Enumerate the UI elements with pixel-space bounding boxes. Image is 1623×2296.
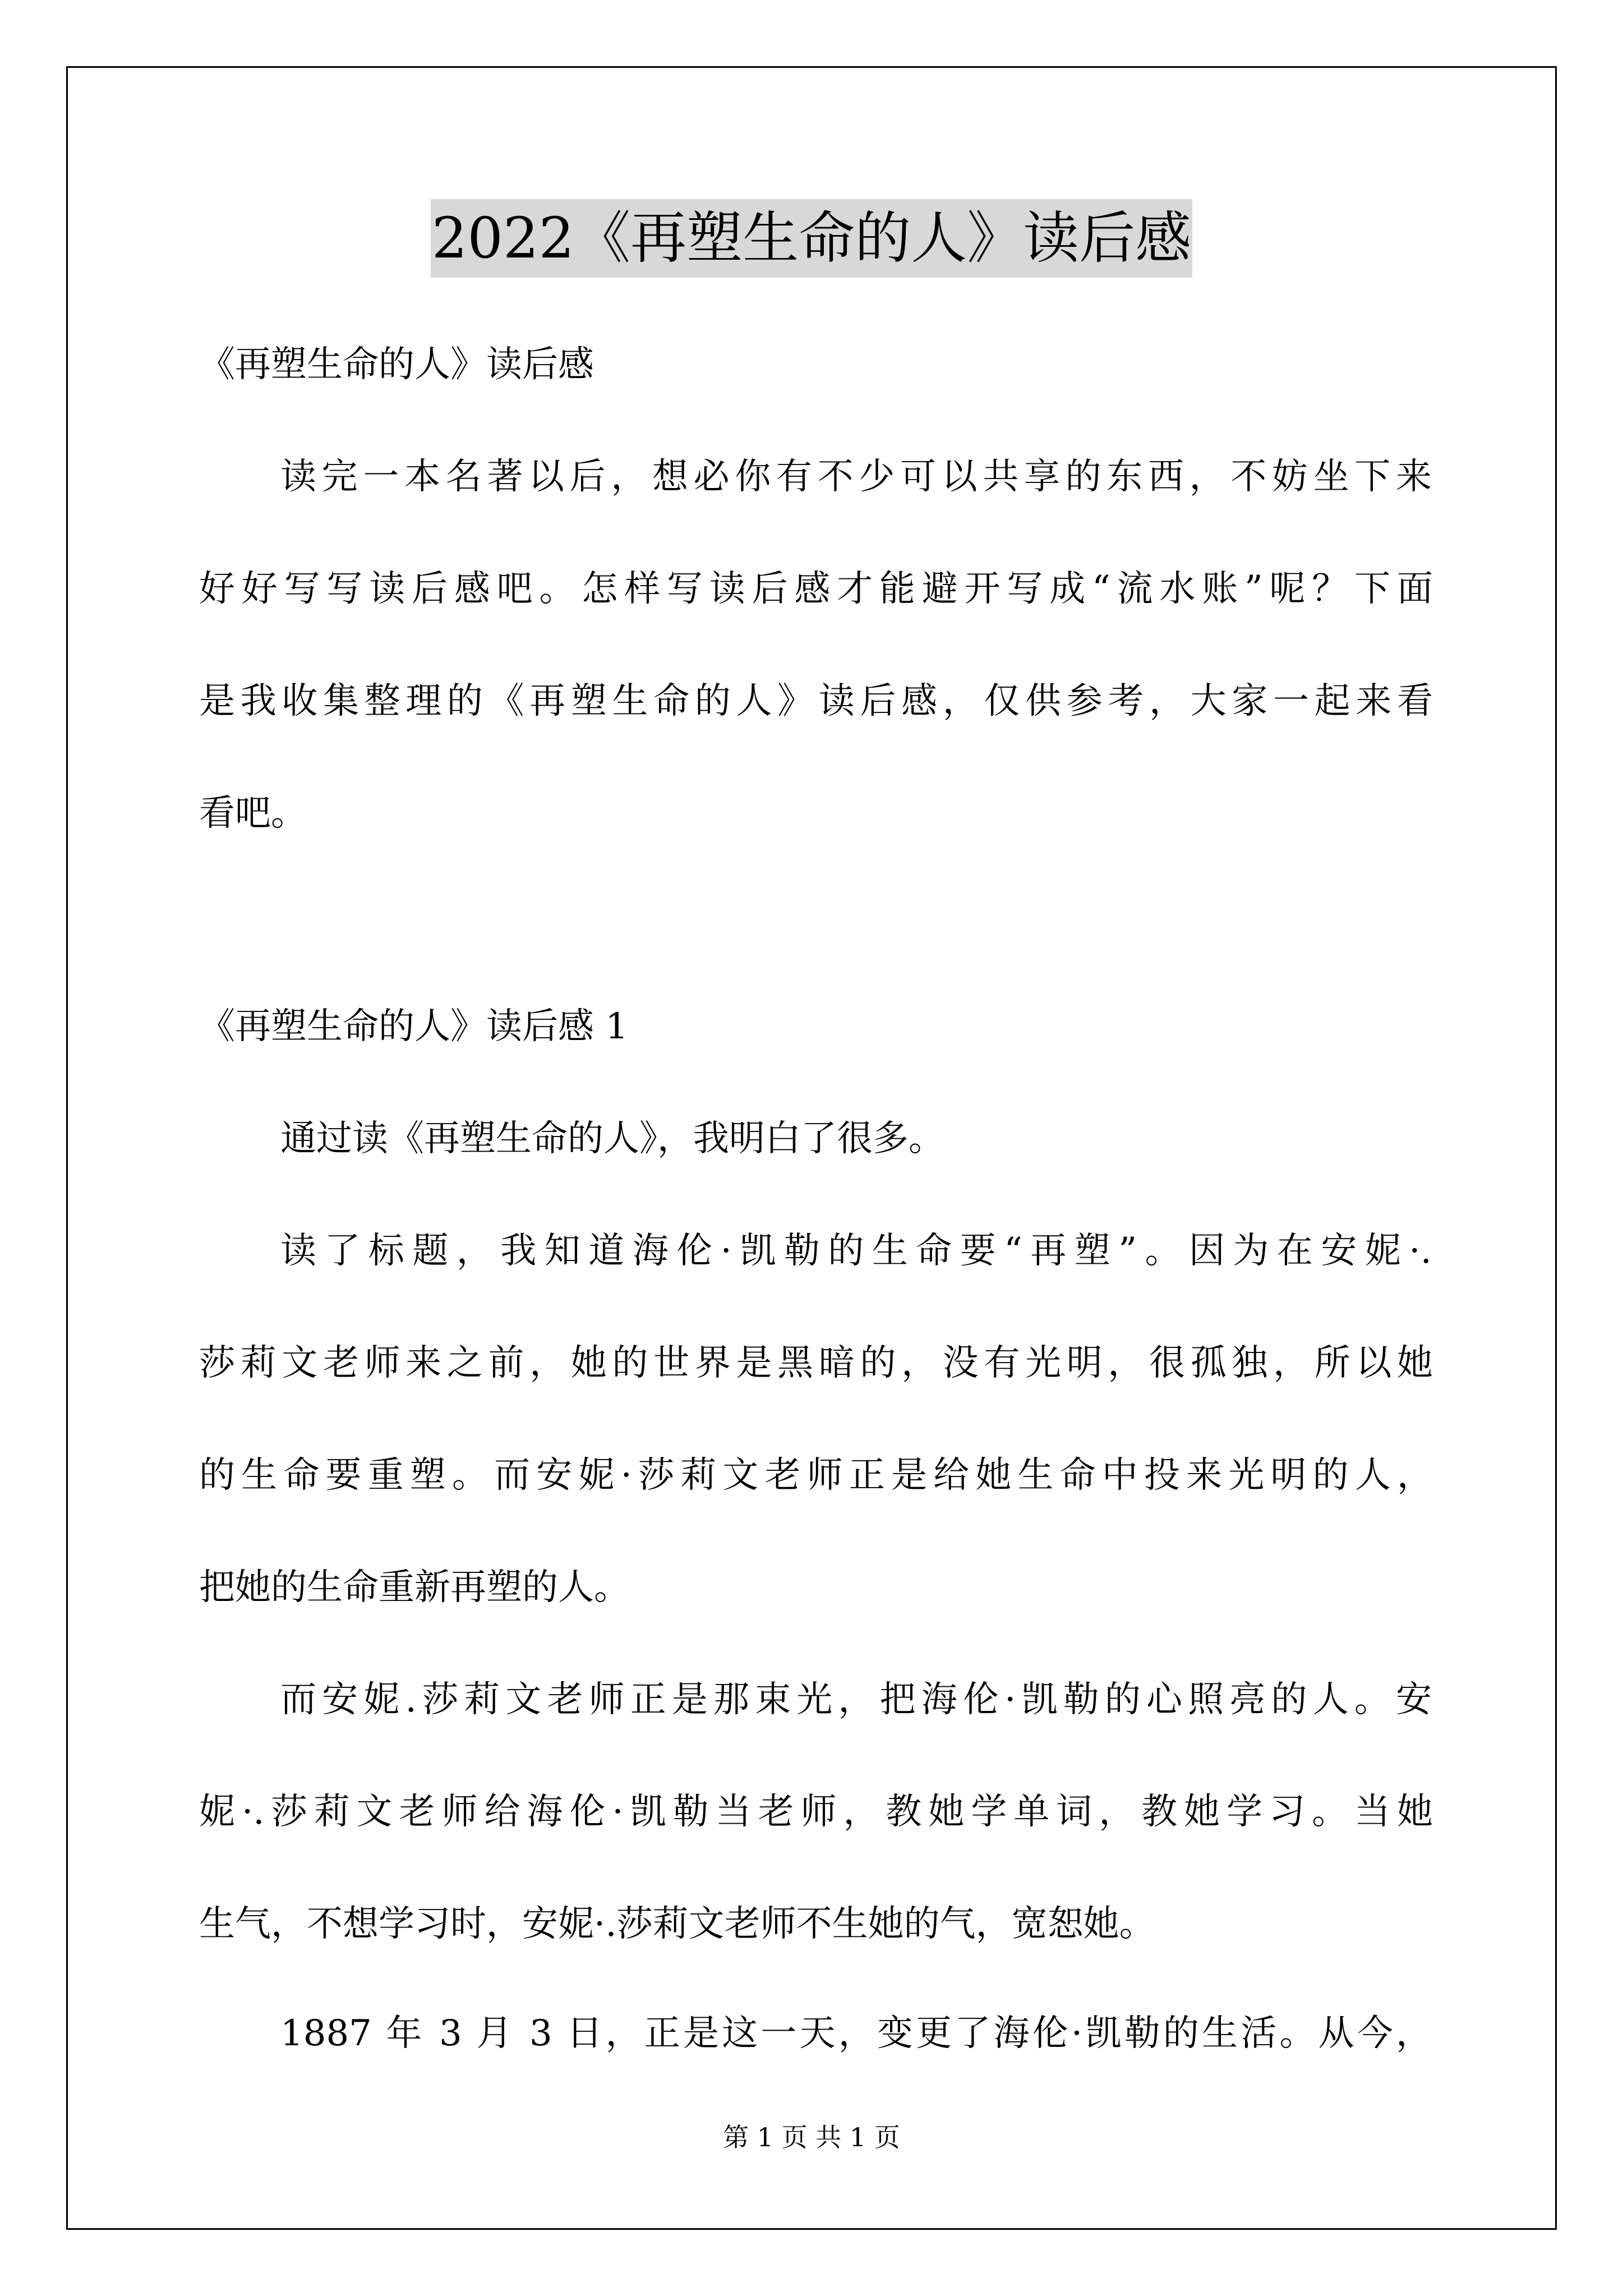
paragraph-line: 妮·.莎莉文老师给海伦·凯勒当老师，教她学单词，教她学习。当她 bbox=[199, 1791, 1433, 1833]
intro-line: 是我收集整理的《再塑生命的人》读后感，仅供参考，大家一起来看 bbox=[199, 680, 1433, 722]
intro-line: 好好写写读后感吧。怎样写读后感才能避开写成“流水账”呢？下面 bbox=[199, 568, 1433, 610]
section-heading: 《再塑生命的人》读后感 1 bbox=[199, 1006, 629, 1047]
paragraph-line: 莎莉文老师来之前，她的世界是黑暗的，没有光明，很孤独，所以她 bbox=[199, 1342, 1433, 1384]
intro-line: 看吧。 bbox=[199, 793, 307, 834]
paragraph-line: 通过读《再塑生命的人》，我明白了很多。 bbox=[280, 1118, 944, 1159]
title-container bbox=[0, 199, 1623, 278]
intro-line: 读完一本名著以后，想必你有不少可以共享的东西，不妨坐下来 bbox=[280, 456, 1432, 498]
paragraph-line: 1887 年 3 月 3 日，正是这一天，变更了海伦·凯勒的生活。从今， bbox=[280, 2013, 1432, 2054]
page-number-footer: 第 1 页 共 1 页 bbox=[723, 2122, 900, 2152]
paragraph-line: 的生命要重塑。而安妮·莎莉文老师正是给她生命中投来光明的人， bbox=[199, 1455, 1433, 1496]
subtitle-line: 《再塑生命的人》读后感 bbox=[199, 344, 594, 385]
paragraph-line: 生气，不想学习时，安妮·.莎莉文老师不生她的气，宽恕她。 bbox=[199, 1903, 1155, 1945]
paragraph-line: 而安妮.莎莉文老师正是那束光，把海伦·凯勒的心照亮的人。安 bbox=[280, 1679, 1432, 1720]
paragraph-line: 读了标题，我知道海伦·凯勒的生命要“再塑”。因为在安妮·. bbox=[280, 1230, 1432, 1272]
paragraph-line: 把她的生命重新再塑的人。 bbox=[199, 1567, 630, 1608]
document-title: 2022《再塑生命的人》读后感 bbox=[431, 199, 1193, 278]
